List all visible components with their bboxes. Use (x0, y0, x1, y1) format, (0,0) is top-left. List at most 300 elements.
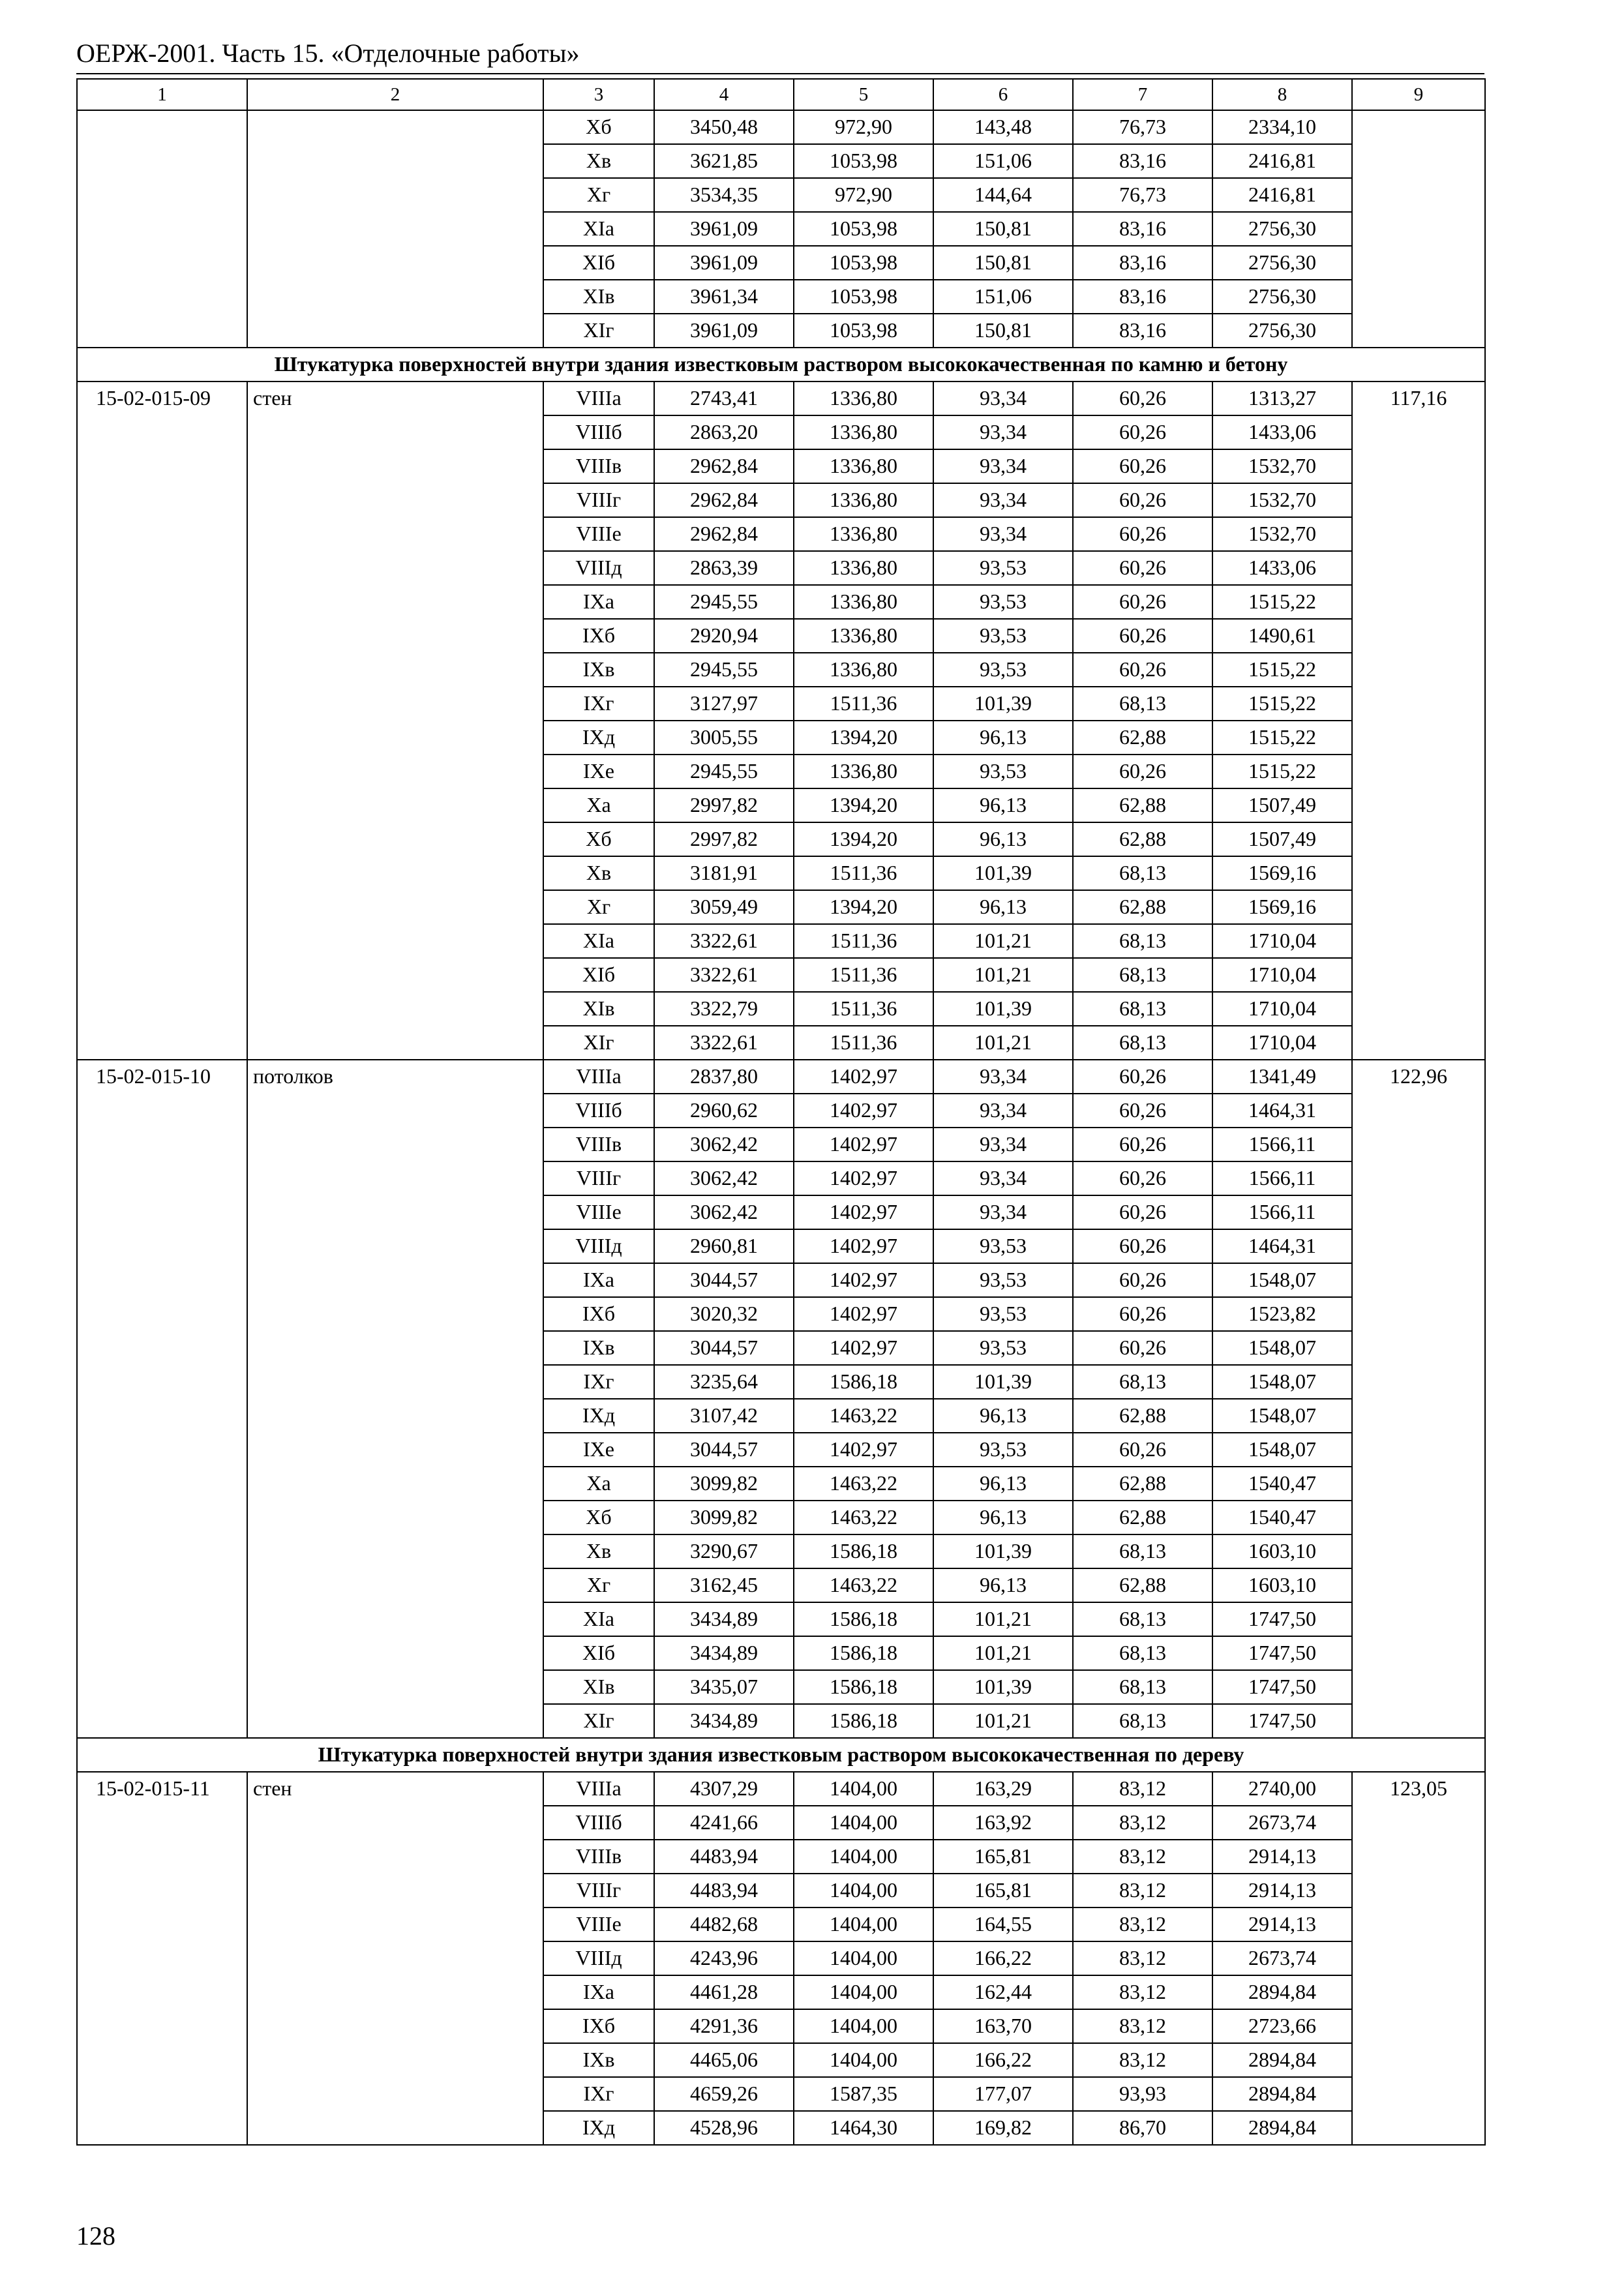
zone-cell: IXг (543, 1365, 654, 1399)
zone-cell: VIIIa (543, 1060, 654, 1094)
value-cell: 163,92 (933, 1806, 1073, 1840)
value-cell: 1404,00 (794, 1975, 933, 2009)
table-row (77, 1060, 1485, 1094)
value-cell: 3044,57 (654, 1263, 794, 1297)
section-header-row (77, 348, 1485, 382)
value-cell: 62,88 (1073, 1467, 1212, 1501)
zone-cell: VIIIв (543, 449, 654, 483)
value-cell: 62,88 (1073, 1501, 1212, 1534)
value-cell: 1053,98 (794, 144, 933, 178)
value-cell: 1402,97 (794, 1297, 933, 1331)
value-cell: 1404,00 (794, 1772, 933, 1806)
value-cell: 1566,11 (1212, 1161, 1352, 1195)
column-number: 4 (654, 79, 794, 110)
value-cell: 83,12 (1073, 2043, 1212, 2077)
value-cell: 3534,35 (654, 178, 794, 212)
value-cell: 1511,36 (794, 958, 933, 992)
value-cell: 162,44 (933, 1975, 1073, 2009)
value-cell: 3322,61 (654, 1026, 794, 1060)
value-cell: 144,64 (933, 178, 1073, 212)
value-cell: 62,88 (1073, 1568, 1212, 1602)
value-cell: 3181,91 (654, 856, 794, 890)
value-cell: 93,53 (933, 1229, 1073, 1263)
zone-cell: XIв (543, 280, 654, 314)
value-cell: 62,88 (1073, 1399, 1212, 1433)
zone-cell: IXв (543, 2043, 654, 2077)
value-cell: 1336,80 (794, 619, 933, 653)
value-cell: 62,88 (1073, 822, 1212, 856)
value-cell: 1053,98 (794, 212, 933, 246)
page-header: ОЕРЖ-2001. Часть 15. «Отделочные работы» (76, 38, 580, 68)
value-cell: 68,13 (1073, 687, 1212, 721)
zone-cell: VIIIе (543, 1195, 654, 1229)
value-cell: 2960,81 (654, 1229, 794, 1263)
value-cell: 4243,96 (654, 1941, 794, 1975)
value-cell: 1511,36 (794, 1026, 933, 1060)
zone-cell: XIб (543, 246, 654, 280)
value-cell: 86,70 (1073, 2111, 1212, 2145)
value-cell: 1336,80 (794, 415, 933, 449)
section-title: Штукатурка поверхностей внутри здания известковым раствором высококачественная по камню и бетону (77, 348, 1485, 382)
zone-cell: Xa (543, 1467, 654, 1501)
header-rule (76, 73, 1484, 74)
value-cell: 96,13 (933, 890, 1073, 924)
value-cell: 3961,09 (654, 212, 794, 246)
value-cell: 1404,00 (794, 1941, 933, 1975)
value-cell: 2894,84 (1212, 2077, 1352, 2111)
value-cell: 1402,97 (794, 1060, 933, 1094)
value-cell: 1404,00 (794, 1840, 933, 1874)
value-cell: 1586,18 (794, 1602, 933, 1636)
value-cell: 1511,36 (794, 687, 933, 721)
value-cell: 1402,97 (794, 1128, 933, 1161)
value-cell: 96,13 (933, 1467, 1073, 1501)
value-cell: 1394,20 (794, 788, 933, 822)
value-cell: 1747,50 (1212, 1636, 1352, 1670)
value-cell: 165,81 (933, 1874, 1073, 1908)
column-number: 7 (1073, 79, 1212, 110)
zone-cell: XIб (543, 958, 654, 992)
rates-table (76, 78, 1486, 2146)
value-cell: 101,39 (933, 992, 1073, 1026)
value-cell: 93,34 (933, 517, 1073, 551)
value-cell: 1603,10 (1212, 1534, 1352, 1568)
value-cell: 83,12 (1073, 1874, 1212, 1908)
zone-cell: IXa (543, 1263, 654, 1297)
zone-cell: IXб (543, 2009, 654, 2043)
column-number-row (77, 79, 1485, 110)
value-cell: 68,13 (1073, 1704, 1212, 1738)
value-cell: 1404,00 (794, 1908, 933, 1941)
column-number: 9 (1352, 79, 1485, 110)
value-cell: 68,13 (1073, 992, 1212, 1026)
extra-value (1352, 110, 1485, 348)
value-cell: 143,48 (933, 110, 1073, 144)
value-cell: 3961,09 (654, 246, 794, 280)
value-cell: 96,13 (933, 721, 1073, 755)
value-cell: 3059,49 (654, 890, 794, 924)
zone-cell: IXд (543, 721, 654, 755)
value-cell: 60,26 (1073, 1195, 1212, 1229)
value-cell: 93,53 (933, 1433, 1073, 1467)
zone-cell: VIIIд (543, 1941, 654, 1975)
value-cell: 101,21 (933, 1026, 1073, 1060)
value-cell: 60,26 (1073, 585, 1212, 619)
value-cell: 3062,42 (654, 1161, 794, 1195)
value-cell: 1402,97 (794, 1433, 933, 1467)
value-cell: 93,34 (933, 1195, 1073, 1229)
value-cell: 93,53 (933, 551, 1073, 585)
value-cell: 83,12 (1073, 1908, 1212, 1941)
value-cell: 3005,55 (654, 721, 794, 755)
value-cell: 101,21 (933, 1636, 1073, 1670)
zone-cell: IXе (543, 755, 654, 788)
value-cell: 3062,42 (654, 1128, 794, 1161)
value-cell: 3434,89 (654, 1602, 794, 1636)
value-cell: 166,22 (933, 2043, 1073, 2077)
zone-cell: Xг (543, 178, 654, 212)
zone-cell: VIIIa (543, 382, 654, 415)
value-cell: 1566,11 (1212, 1128, 1352, 1161)
zone-cell: XIг (543, 1704, 654, 1738)
value-cell: 2997,82 (654, 788, 794, 822)
value-cell: 1710,04 (1212, 924, 1352, 958)
value-cell: 1433,06 (1212, 415, 1352, 449)
value-cell: 3322,61 (654, 958, 794, 992)
zone-cell: Xв (543, 144, 654, 178)
value-cell: 3290,67 (654, 1534, 794, 1568)
value-cell: 2914,13 (1212, 1840, 1352, 1874)
value-cell: 3961,34 (654, 280, 794, 314)
value-cell: 60,26 (1073, 415, 1212, 449)
value-cell: 1402,97 (794, 1331, 933, 1365)
value-cell: 68,13 (1073, 1534, 1212, 1568)
value-cell: 83,16 (1073, 212, 1212, 246)
value-cell: 166,22 (933, 1941, 1073, 1975)
value-cell: 163,70 (933, 2009, 1073, 2043)
value-cell: 1586,18 (794, 1670, 933, 1704)
value-cell: 1463,22 (794, 1399, 933, 1433)
value-cell: 4241,66 (654, 1806, 794, 1840)
value-cell: 3435,07 (654, 1670, 794, 1704)
value-cell: 93,34 (933, 483, 1073, 517)
zone-cell: IXд (543, 1399, 654, 1433)
value-cell: 76,73 (1073, 110, 1212, 144)
value-cell: 1586,18 (794, 1365, 933, 1399)
zone-cell: Xб (543, 1501, 654, 1534)
value-cell: 1053,98 (794, 246, 933, 280)
value-cell: 1515,22 (1212, 755, 1352, 788)
value-cell: 96,13 (933, 788, 1073, 822)
value-cell: 62,88 (1073, 890, 1212, 924)
value-cell: 83,16 (1073, 144, 1212, 178)
value-cell: 1394,20 (794, 721, 933, 755)
section-header-row (77, 1738, 1485, 1772)
column-number: 1 (77, 79, 247, 110)
value-cell: 1433,06 (1212, 551, 1352, 585)
value-cell: 2894,84 (1212, 1975, 1352, 2009)
value-cell: 1336,80 (794, 382, 933, 415)
value-cell: 1464,31 (1212, 1094, 1352, 1128)
value-cell: 60,26 (1073, 619, 1212, 653)
value-cell: 60,26 (1073, 551, 1212, 585)
value-cell: 93,34 (933, 449, 1073, 483)
value-cell: 96,13 (933, 1399, 1073, 1433)
value-cell: 1532,70 (1212, 517, 1352, 551)
value-cell: 150,81 (933, 314, 1073, 348)
column-number: 6 (933, 79, 1073, 110)
value-cell: 1404,00 (794, 2043, 933, 2077)
value-cell: 60,26 (1073, 755, 1212, 788)
value-cell: 1586,18 (794, 1636, 933, 1670)
value-cell: 1402,97 (794, 1263, 933, 1297)
value-cell: 60,26 (1073, 1060, 1212, 1094)
value-cell: 1053,98 (794, 314, 933, 348)
work-name: потолков (247, 1060, 543, 1738)
value-cell: 93,34 (933, 1128, 1073, 1161)
value-cell: 96,13 (933, 822, 1073, 856)
value-cell: 3162,45 (654, 1568, 794, 1602)
zone-cell: VIIIa (543, 1772, 654, 1806)
value-cell: 1515,22 (1212, 585, 1352, 619)
value-cell: 2962,84 (654, 483, 794, 517)
value-cell: 2334,10 (1212, 110, 1352, 144)
value-cell: 972,90 (794, 178, 933, 212)
value-cell: 1548,07 (1212, 1263, 1352, 1297)
value-cell: 93,53 (933, 653, 1073, 687)
value-cell: 101,39 (933, 1534, 1073, 1568)
rate-code (77, 110, 247, 348)
value-cell: 2863,39 (654, 551, 794, 585)
value-cell: 1532,70 (1212, 483, 1352, 517)
value-cell: 101,21 (933, 1704, 1073, 1738)
value-cell: 151,06 (933, 280, 1073, 314)
value-cell: 177,07 (933, 2077, 1073, 2111)
value-cell: 101,39 (933, 1365, 1073, 1399)
zone-cell: XIa (543, 924, 654, 958)
value-cell: 1402,97 (794, 1161, 933, 1195)
value-cell: 3322,61 (654, 924, 794, 958)
value-cell: 1336,80 (794, 551, 933, 585)
value-cell: 1586,18 (794, 1704, 933, 1738)
value-cell: 101,39 (933, 856, 1073, 890)
value-cell: 60,26 (1073, 653, 1212, 687)
value-cell: 4307,29 (654, 1772, 794, 1806)
value-cell: 76,73 (1073, 178, 1212, 212)
table-row (77, 382, 1485, 415)
value-cell: 1566,11 (1212, 1195, 1352, 1229)
value-cell: 1313,27 (1212, 382, 1352, 415)
value-cell: 1511,36 (794, 992, 933, 1026)
value-cell: 1404,00 (794, 1874, 933, 1908)
value-cell: 62,88 (1073, 721, 1212, 755)
value-cell: 163,29 (933, 1772, 1073, 1806)
value-cell: 96,13 (933, 1568, 1073, 1602)
column-number: 2 (247, 79, 543, 110)
value-cell: 1603,10 (1212, 1568, 1352, 1602)
value-cell: 93,53 (933, 619, 1073, 653)
value-cell: 83,12 (1073, 1806, 1212, 1840)
zone-cell: VIIIв (543, 1840, 654, 1874)
value-cell: 83,12 (1073, 1772, 1212, 1806)
value-cell: 1463,22 (794, 1568, 933, 1602)
zone-cell: IXв (543, 653, 654, 687)
value-cell: 93,34 (933, 382, 1073, 415)
zone-cell: XIв (543, 1670, 654, 1704)
value-cell: 2894,84 (1212, 2111, 1352, 2145)
value-cell: 93,53 (933, 1263, 1073, 1297)
value-cell: 2894,84 (1212, 2043, 1352, 2077)
value-cell: 1532,70 (1212, 449, 1352, 483)
value-cell: 68,13 (1073, 1670, 1212, 1704)
table-row (77, 1772, 1485, 1806)
value-cell: 3127,97 (654, 687, 794, 721)
rate-code: 15-02-015-11 (77, 1772, 247, 2145)
column-number: 5 (794, 79, 933, 110)
value-cell: 101,21 (933, 1602, 1073, 1636)
zone-cell: IXг (543, 687, 654, 721)
value-cell: 1402,97 (794, 1195, 933, 1229)
value-cell: 4483,94 (654, 1874, 794, 1908)
value-cell: 1394,20 (794, 890, 933, 924)
value-cell: 1569,16 (1212, 890, 1352, 924)
zone-cell: Xв (543, 1534, 654, 1568)
value-cell: 2945,55 (654, 755, 794, 788)
zone-cell: Xг (543, 1568, 654, 1602)
value-cell: 1710,04 (1212, 992, 1352, 1026)
value-cell: 60,26 (1073, 449, 1212, 483)
value-cell: 68,13 (1073, 856, 1212, 890)
value-cell: 93,53 (933, 585, 1073, 619)
zone-cell: VIIIв (543, 1128, 654, 1161)
value-cell: 60,26 (1073, 517, 1212, 551)
value-cell: 60,26 (1073, 1263, 1212, 1297)
zone-cell: IXв (543, 1331, 654, 1365)
value-cell: 1511,36 (794, 856, 933, 890)
value-cell: 1341,49 (1212, 1060, 1352, 1094)
value-cell: 2863,20 (654, 415, 794, 449)
value-cell: 60,26 (1073, 1433, 1212, 1467)
zone-cell: VIIIг (543, 1874, 654, 1908)
zone-cell: Xг (543, 890, 654, 924)
value-cell: 2416,81 (1212, 178, 1352, 212)
value-cell: 1548,07 (1212, 1365, 1352, 1399)
value-cell: 1710,04 (1212, 958, 1352, 992)
zone-cell: VIIIе (543, 517, 654, 551)
value-cell: 1402,97 (794, 1229, 933, 1263)
value-cell: 1336,80 (794, 483, 933, 517)
value-cell: 3044,57 (654, 1331, 794, 1365)
value-cell: 1548,07 (1212, 1331, 1352, 1365)
value-cell: 2740,00 (1212, 1772, 1352, 1806)
value-cell: 60,26 (1073, 1297, 1212, 1331)
value-cell: 1336,80 (794, 517, 933, 551)
value-cell: 1548,07 (1212, 1399, 1352, 1433)
value-cell: 1540,47 (1212, 1501, 1352, 1534)
value-cell: 1515,22 (1212, 653, 1352, 687)
rate-code: 15-02-015-10 (77, 1060, 247, 1738)
value-cell: 96,13 (933, 1501, 1073, 1534)
value-cell: 1336,80 (794, 449, 933, 483)
table-row (77, 110, 1485, 144)
work-name (247, 110, 543, 348)
value-cell: 2962,84 (654, 449, 794, 483)
value-cell: 3434,89 (654, 1636, 794, 1670)
column-number: 3 (543, 79, 654, 110)
value-cell: 2416,81 (1212, 144, 1352, 178)
value-cell: 2962,84 (654, 517, 794, 551)
zone-cell: Xв (543, 856, 654, 890)
value-cell: 2723,66 (1212, 2009, 1352, 2043)
value-cell: 3020,32 (654, 1297, 794, 1331)
value-cell: 68,13 (1073, 1026, 1212, 1060)
value-cell: 60,26 (1073, 483, 1212, 517)
value-cell: 1747,50 (1212, 1670, 1352, 1704)
value-cell: 3044,57 (654, 1433, 794, 1467)
zone-cell: Xa (543, 788, 654, 822)
value-cell: 1402,97 (794, 1094, 933, 1128)
value-cell: 1336,80 (794, 755, 933, 788)
value-cell: 3961,09 (654, 314, 794, 348)
value-cell: 60,26 (1073, 1161, 1212, 1195)
value-cell: 2673,74 (1212, 1806, 1352, 1840)
work-name: стен (247, 382, 543, 1060)
zone-cell: VIIIг (543, 483, 654, 517)
value-cell: 1490,61 (1212, 619, 1352, 653)
value-cell: 1404,00 (794, 1806, 933, 1840)
zone-cell: VIIIб (543, 415, 654, 449)
value-cell: 150,81 (933, 212, 1073, 246)
value-cell: 1586,18 (794, 1534, 933, 1568)
value-cell: 1464,30 (794, 2111, 933, 2145)
value-cell: 1511,36 (794, 924, 933, 958)
value-cell: 169,82 (933, 2111, 1073, 2145)
zone-cell: XIa (543, 212, 654, 246)
value-cell: 4483,94 (654, 1840, 794, 1874)
value-cell: 62,88 (1073, 788, 1212, 822)
value-cell: 1463,22 (794, 1501, 933, 1534)
value-cell: 3099,82 (654, 1467, 794, 1501)
value-cell: 93,53 (933, 755, 1073, 788)
work-name: стен (247, 1772, 543, 2145)
value-cell: 68,13 (1073, 924, 1212, 958)
value-cell: 3099,82 (654, 1501, 794, 1534)
value-cell: 93,34 (933, 1060, 1073, 1094)
value-cell: 1464,31 (1212, 1229, 1352, 1263)
zone-cell: IXб (543, 619, 654, 653)
value-cell: 1515,22 (1212, 687, 1352, 721)
value-cell: 1336,80 (794, 585, 933, 619)
column-number: 8 (1212, 79, 1352, 110)
value-cell: 60,26 (1073, 1128, 1212, 1161)
zone-cell: IXг (543, 2077, 654, 2111)
value-cell: 4482,68 (654, 1908, 794, 1941)
value-cell: 3434,89 (654, 1704, 794, 1738)
value-cell: 1404,00 (794, 2009, 933, 2043)
value-cell: 83,16 (1073, 280, 1212, 314)
value-cell: 101,39 (933, 687, 1073, 721)
value-cell: 151,06 (933, 144, 1073, 178)
value-cell: 83,12 (1073, 2009, 1212, 2043)
value-cell: 60,26 (1073, 382, 1212, 415)
value-cell: 150,81 (933, 246, 1073, 280)
value-cell: 60,26 (1073, 1094, 1212, 1128)
value-cell: 1540,47 (1212, 1467, 1352, 1501)
value-cell: 93,34 (933, 1161, 1073, 1195)
rate-code: 15-02-015-09 (77, 382, 247, 1060)
zone-cell: IXд (543, 2111, 654, 2145)
value-cell: 2997,82 (654, 822, 794, 856)
